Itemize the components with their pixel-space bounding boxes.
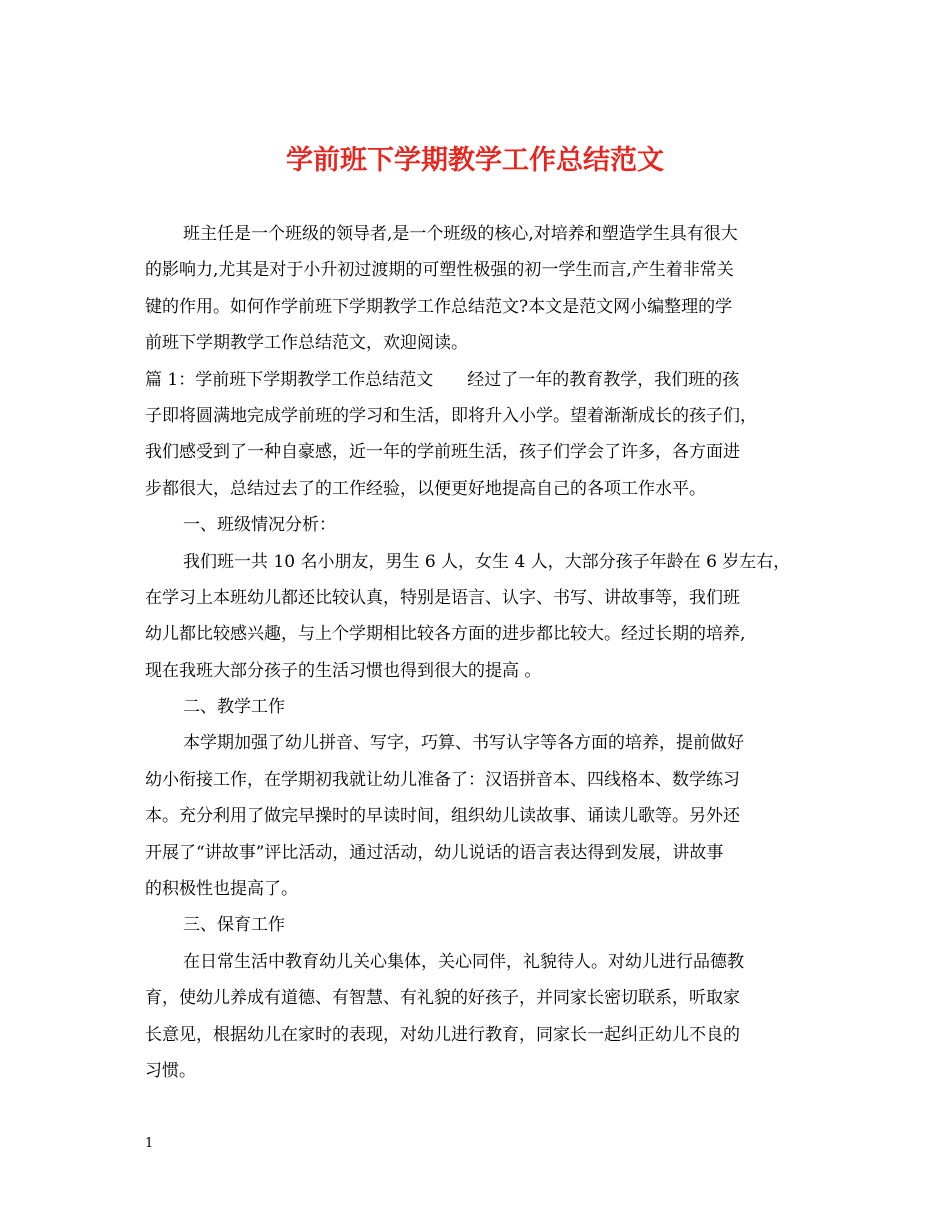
text-line: 的积极性也提高了。 [145, 879, 298, 900]
text-line: 开展了“讲故事”评比活动，通过活动，幼儿说话的语言表达得到发展，讲故事 [145, 842, 724, 863]
text-line: 在学习上本班幼儿都还比较认真，特别是语言、认字、书写、讲故事等，我们班 [145, 587, 740, 608]
text-line: 的影响力,尤其是对于小升初过渡期的可塑性极强的初一学生而言,产生着非常关 [145, 260, 734, 281]
text-line: 幼儿都比较感兴趣，与上个学期相比较各方面的进步都比较大。经过长期的培养, [145, 624, 746, 645]
text-line: 二、教学工作 [183, 697, 285, 718]
text-line: 一、班级情况分析： [183, 515, 336, 536]
text-line: 我们感受到了一种自豪感，近一年的学前班生活，孩子们学会了许多，各方面进 [145, 442, 740, 463]
text-line: 前班下学期教学工作总结范文，欢迎阅读。 [145, 333, 468, 354]
text-line: 三、保育工作 [183, 915, 285, 936]
text-line: 子即将圆满地完成学前班的学习和生活，即将升入小学。望着渐渐成长的孩子们， [145, 405, 757, 426]
text-line: 篇 1：学前班下学期教学工作总结范文 经过了一年的教育教学，我们班的孩 [145, 369, 740, 390]
document-title: 学前班下学期教学工作总结范文 [286, 145, 664, 176]
text-line: 班主任是一个班级的领导者,是一个班级的核心,对培养和塑造学生具有很大 [183, 224, 738, 244]
text-line: 本。充分利用了做完早操时的早读时间，组织幼儿读故事、诵读儿歌等。另外还 [145, 806, 740, 827]
text-line: 在日常生活中教育幼儿关心集体，关心同伴，礼貌待人。对幼儿进行品德教 [183, 951, 744, 972]
page-number: 1 [145, 1136, 154, 1151]
text-line: 步都很大，总结过去了的工作经验，以便更好地提高自己的各项工作水平。 [145, 478, 706, 499]
text-line: 习惯。 [145, 1060, 196, 1081]
document-body [145, 216, 805, 1089]
text-line: 键的作用。如何作学前班下学期教学工作总结范文?本文是范文网小编整理的学 [145, 296, 733, 317]
text-line: 现在我班大部分孩子的生活习惯也得到很大的提高 。 [145, 660, 542, 681]
text-line: 育，使幼儿养成有道德、有智慧、有礼貌的好孩子，并同家长密切联系，听取家 [145, 988, 740, 1009]
text-line: 幼小衔接工作，在学期初我就让幼儿准备了：汉语拼音本、四线格本、数学练习 [145, 769, 740, 790]
text-line: 我们班一共 10 名小朋友，男生 6 人，女生 4 人，大部分孩子年龄在 6 岁左右， [183, 551, 791, 572]
text-line: 长意见，根据幼儿在家时的表现，对幼儿进行教育，同家长一起纠正幼儿不良的 [145, 1024, 740, 1045]
text-line: 本学期加强了幼儿拼音、写字，巧算、书写认字等各方面的培养，提前做好 [183, 733, 744, 754]
